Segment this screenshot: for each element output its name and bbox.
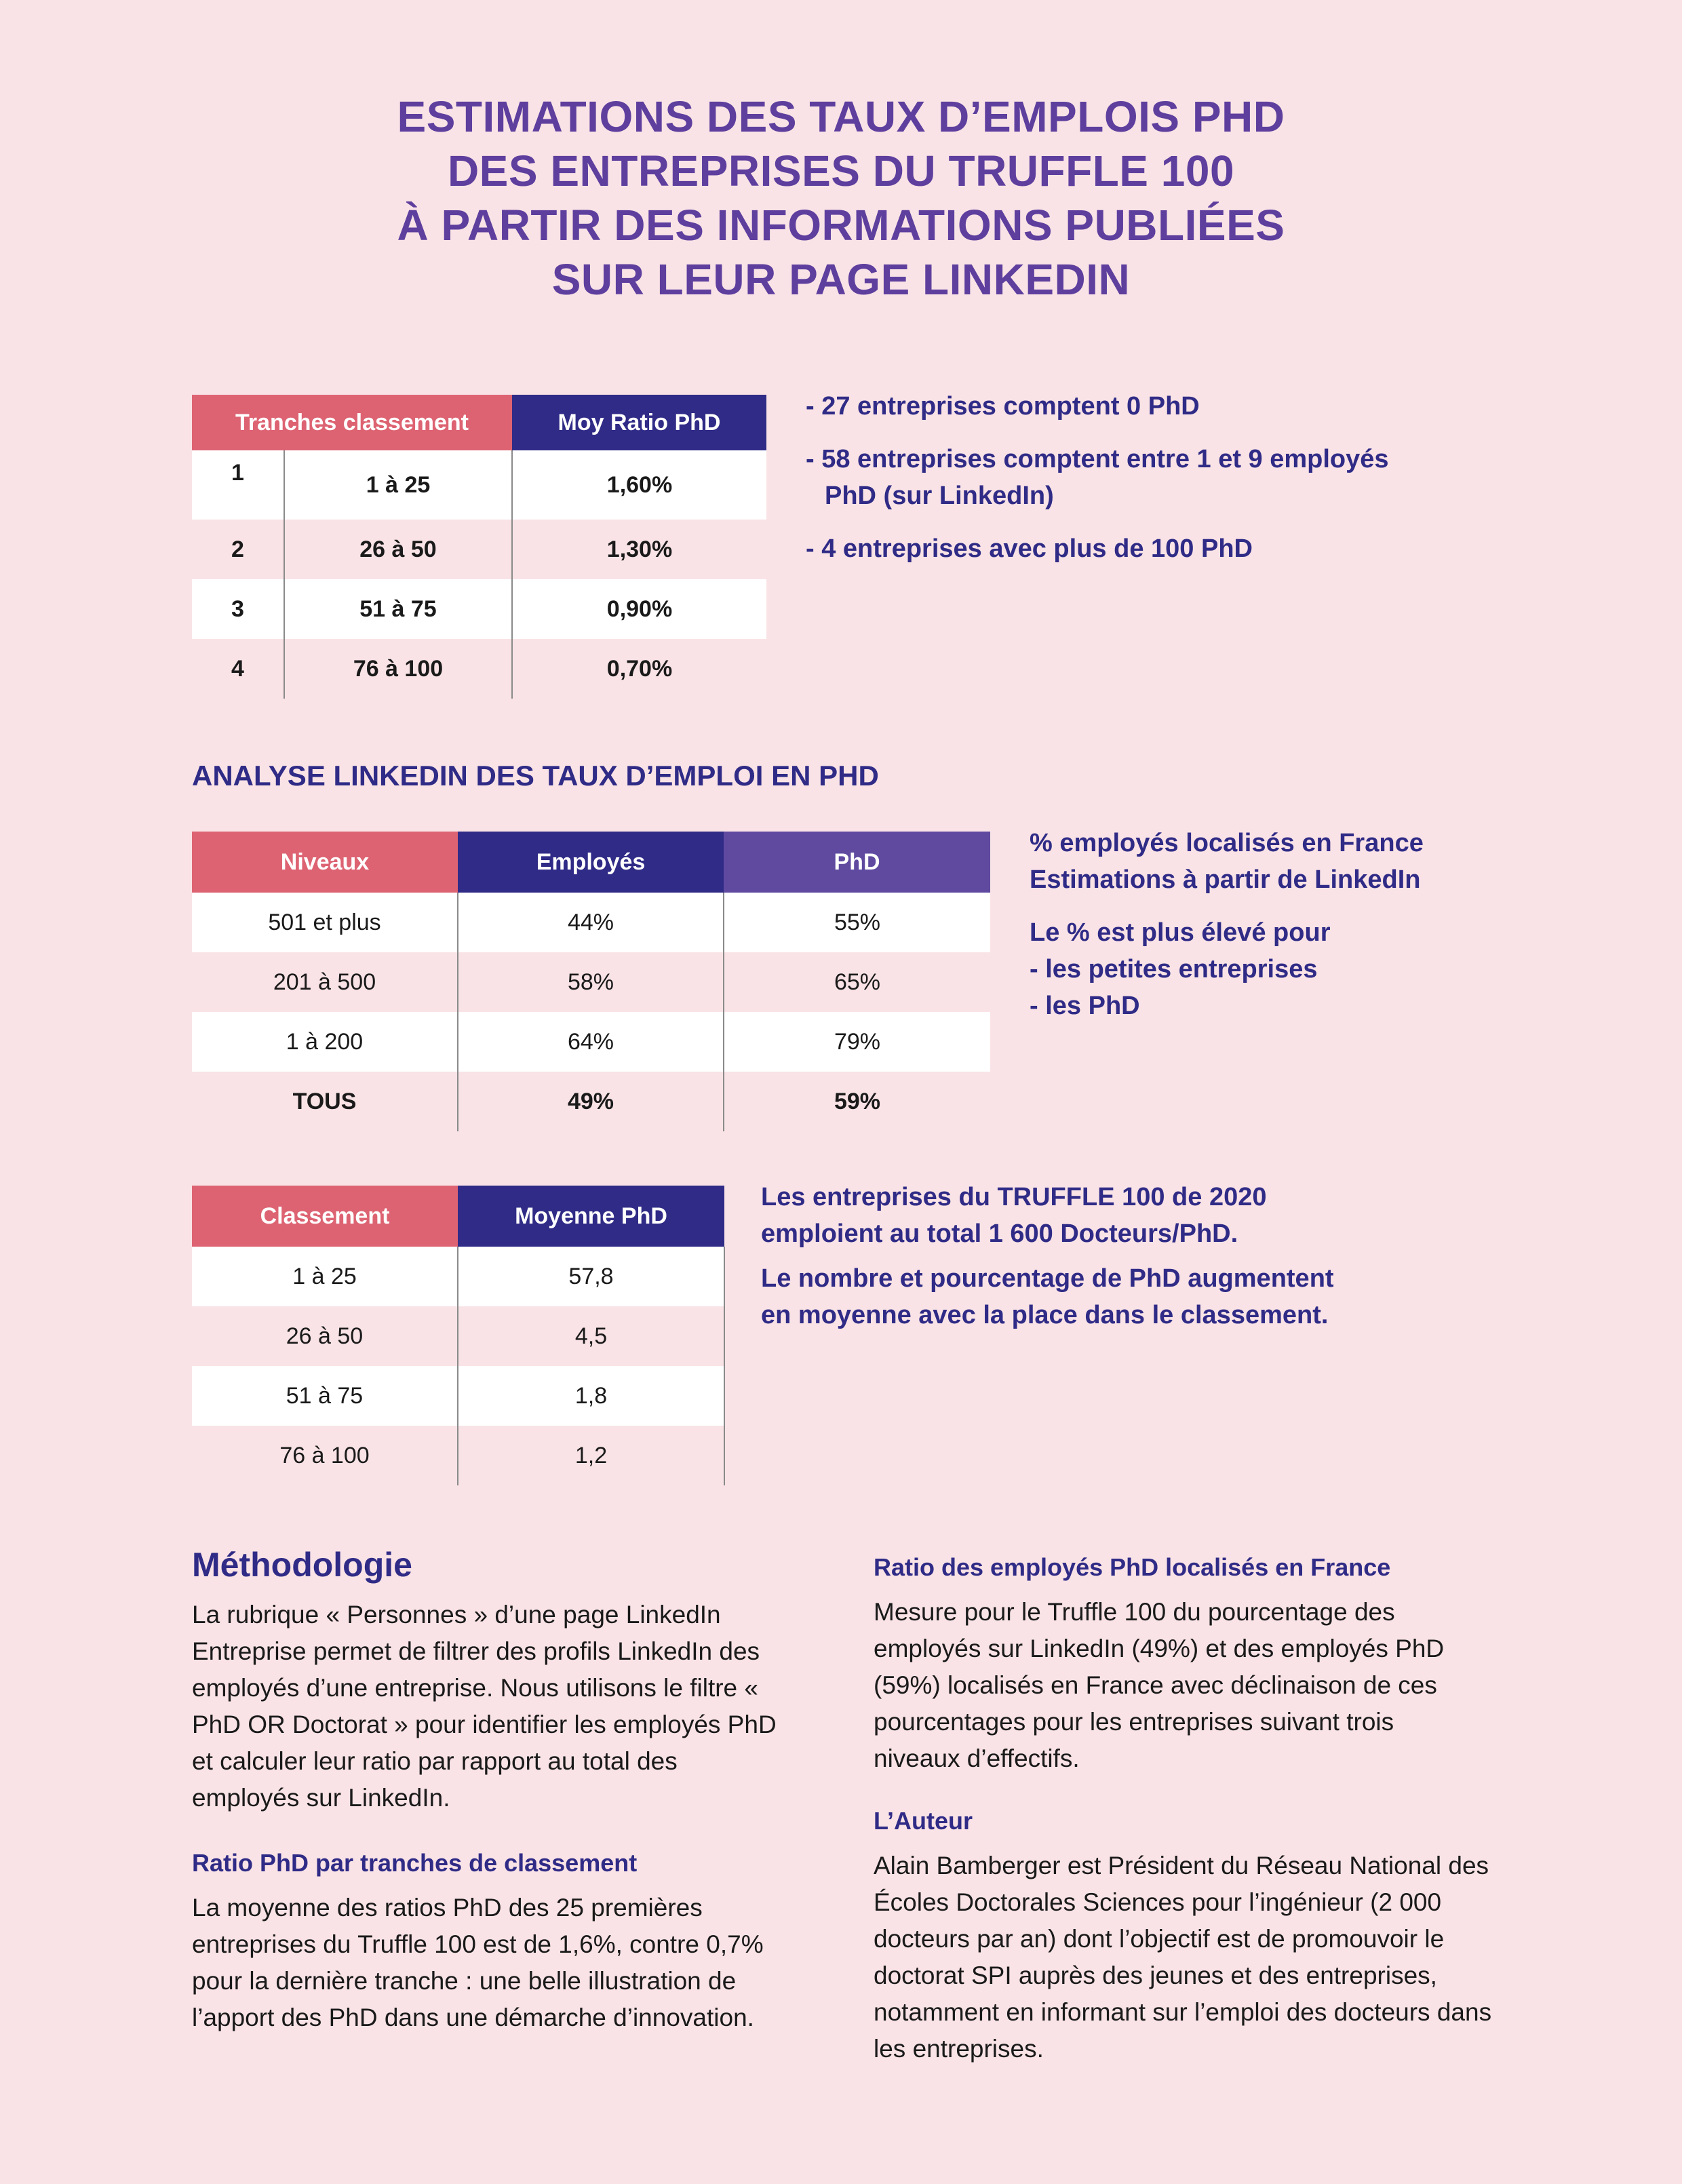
header-moy-ratio: Moy Ratio PhD	[512, 395, 766, 450]
title-line-1: ESTIMATIONS DES TAUX D’EMPLOIS PHD	[397, 92, 1285, 141]
header-employes: Employés	[458, 832, 724, 893]
note-item: Le % est plus élevé pour	[1030, 918, 1331, 947]
header-phd: PhD	[724, 832, 990, 893]
author-heading: L’Auteur	[874, 1807, 973, 1835]
right-column	[874, 1553, 1504, 2067]
title-line-4: SUR LEUR PAGE LINKEDIN	[551, 255, 1131, 304]
methodology-column	[192, 1545, 802, 2036]
header-classement: Classement	[192, 1186, 458, 1247]
table-row: 1 1 à 25 1,60%	[192, 450, 766, 520]
note-item: PhD (sur LinkedIn)	[825, 482, 1054, 510]
title-line-2: DES ENTREPRISES DU TRUFFLE 100	[447, 147, 1235, 195]
note-item: Le nombre et pourcentage de PhD augmentent	[761, 1264, 1334, 1293]
note-item: Les entreprises du TRUFFLE 100 de 2020	[761, 1183, 1267, 1211]
ranking-notes	[761, 1179, 1507, 1333]
page-title	[0, 90, 1682, 307]
levels-notes	[1030, 825, 1640, 1024]
note-item: - 4 entreprises avec plus de 100 PhD	[806, 534, 1253, 563]
table-row-total: TOUS 49% 59%	[192, 1072, 990, 1131]
header-tranches: Tranches classement	[192, 395, 512, 450]
table-row: 51 à 75 1,8	[192, 1366, 724, 1426]
header-moyenne-phd: Moyenne PhD	[458, 1186, 724, 1247]
table-row: 2 26 à 50 1,30%	[192, 520, 766, 579]
ratio-by-tranche-table	[192, 395, 766, 699]
section-heading: ANALYSE LINKEDIN DES TAUX D’EMPLOI EN PHD	[192, 760, 879, 792]
note-item: - les PhD	[1030, 992, 1140, 1020]
ranking-mean-table	[192, 1186, 725, 1485]
note-item: emploient au total 1 600 Docteurs/PhD.	[761, 1220, 1238, 1248]
table-row: 3 51 à 75 0,90%	[192, 579, 766, 639]
note-item: en moyenne avec la place dans le classement.	[761, 1301, 1329, 1329]
table-row: 76 à 100 1,2	[192, 1426, 724, 1485]
france-ratio-heading: Ratio des employés PhD localisés en France	[874, 1553, 1391, 1581]
header-niveaux: Niveaux	[192, 832, 458, 893]
note-item: - 27 entreprises comptent 0 PhD	[806, 392, 1200, 421]
author-body: Alain Bamberger est Président du Réseau National des Écoles Doctorales Sciences pour l’ingénieur (2 000 docteurs par an) dont l’objectif est de promouvoir le doctorat SPI auprès des jeunes et des entreprises, notamment en informant sur l’emploi des docteurs dans les entreprises.	[874, 1852, 1492, 2063]
methodology-sub-body: La moyenne des ratios PhD des 25 premières entreprises du Truffle 100 est de 1,6%, contre 0,7% pour la dernière tranche : une belle illustration de l’apport des PhD dans une démarche d’innovation.	[192, 1894, 764, 2031]
table-row: 1 à 25 57,8	[192, 1247, 724, 1306]
note-item: - les petites entreprises	[1030, 955, 1318, 983]
france-ratio-body: Mesure pour le Truffle 100 du pourcentage des employés sur LinkedIn (49%) et des employés PhD (59%) localisés en France avec déclinaison de ces pourcentages pour les entreprises suivant trois niveaux d’effectifs.	[874, 1598, 1445, 1772]
methodology-subheading: Ratio PhD par tranches de classement	[192, 1849, 638, 1877]
methodology-body: La rubrique « Personnes » d’une page LinkedIn Entreprise permet de filtrer des profils LinkedIn des employés d’une entreprise. Nous utilisons le filtre « PhD OR Doctorat » pour identifier les employés PhD et calculer leur ratio par rapport au total des employés sur LinkedIn.	[192, 1601, 777, 1812]
title-line-3: À PARTIR DES INFORMATIONS PUBLIÉES	[397, 201, 1285, 250]
tranche-notes	[806, 388, 1484, 567]
table-row: 1 à 200 64% 79%	[192, 1012, 990, 1072]
table-row: 201 à 500 58% 65%	[192, 952, 990, 1012]
linkedin-levels-table	[192, 832, 990, 1131]
table-row: 4 76 à 100 0,70%	[192, 639, 766, 699]
table-row: 501 et plus 44% 55%	[192, 893, 990, 952]
note-item: Estimations à partir de LinkedIn	[1030, 865, 1421, 894]
note-item: - 58 entreprises comptent entre 1 et 9 employés	[806, 445, 1389, 473]
methodology-heading: Méthodologie	[192, 1546, 412, 1584]
note-item: % employés localisés en France	[1030, 829, 1424, 857]
table-row: 26 à 50 4,5	[192, 1306, 724, 1366]
